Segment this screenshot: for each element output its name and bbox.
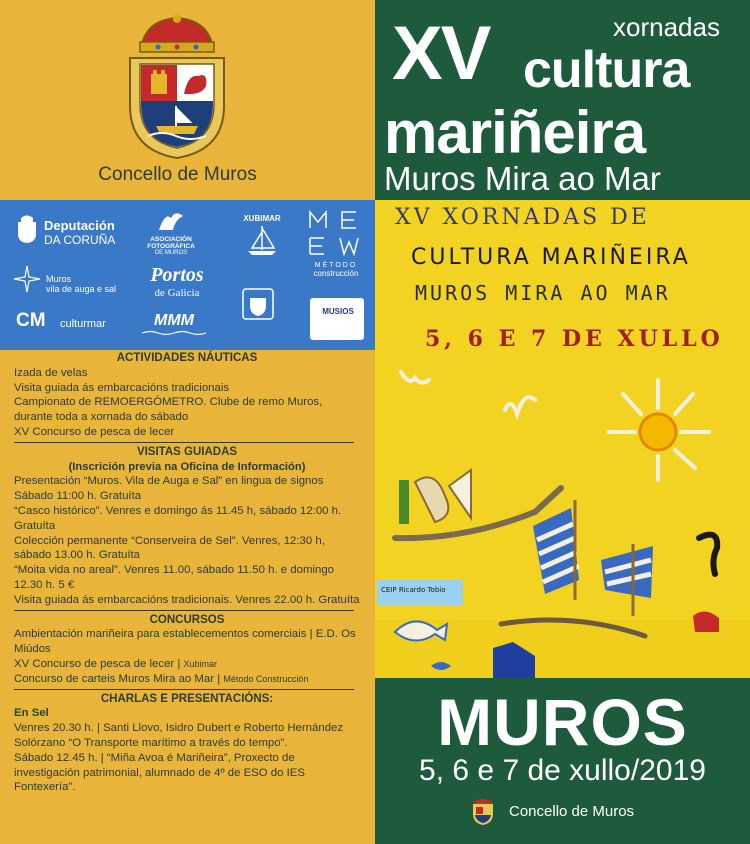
logo-mmm: MMM xyxy=(154,312,194,329)
title-cultura: cultura xyxy=(523,41,690,99)
wave-icon xyxy=(140,330,208,336)
deputacion-region: DA CORUÑA xyxy=(44,233,116,247)
section-title-nauticas: ACTIVIDADES NÁUTICAS xyxy=(116,352,258,364)
portos-name: Portos xyxy=(150,264,204,286)
concurso-text: Concurso de carteis Muros Mira ao Mar | xyxy=(14,672,224,685)
list-item: “Casco histórico”. Venres e domingo ás 11.45 h, sábado 12:00 h. Gratuíta xyxy=(14,504,342,532)
list-item xyxy=(14,657,360,672)
list-item: Visita guiada ás embarcacións tradicionais xyxy=(14,381,230,394)
collage-line-4: 5, 6 E 7 DE XULLO xyxy=(425,326,724,352)
program xyxy=(14,350,360,795)
divider xyxy=(14,689,354,690)
divider xyxy=(14,442,354,443)
poster-artwork xyxy=(375,200,750,678)
title-marineira: mariñeira xyxy=(384,99,646,166)
concurso-sponsor: Xubimar xyxy=(183,658,217,669)
asociacion-name: ASOCIACIÓN FOTOGRÁFICA xyxy=(147,236,195,250)
metodo-m-e-w-icon xyxy=(306,208,364,258)
logo-culturmar: culturmar xyxy=(60,318,106,330)
concurso-sponsor: Método Construcción xyxy=(223,673,309,684)
logo-deputacion xyxy=(44,218,115,247)
divider xyxy=(14,610,354,611)
muros-coat-of-arms-icon xyxy=(118,14,236,160)
concurso-text: XV Concurso de pesca de lecer | xyxy=(14,657,184,670)
list-item: Ambientación mariñeira para establecementos comerciais | E.D. Os Miúdos xyxy=(14,628,356,656)
deputacion-crest-icon xyxy=(16,214,38,244)
crest-area xyxy=(0,0,375,200)
section-title-charlas: CHARLAS E PRESENTACIÓNS: xyxy=(100,692,274,705)
logo-xubimar: XUBIMAR xyxy=(243,214,281,223)
metodo-name: MÉTODO xyxy=(314,262,358,269)
list-item: Presentación “Muros. Vila de Auga e Sal” en lingua de signos Sábado 11:00 h. Gratuíta xyxy=(14,475,324,503)
collage-tag: CEIP Ricardo Tobío xyxy=(381,586,446,594)
section-subtitle-visitas: (Inscrición previa na Oficina de Información) xyxy=(68,460,306,473)
concello-title: Concello de Muros xyxy=(98,164,257,185)
list-item: Colección permanente “Conserveira de Sel”. Venres, 12:30 h, sábado 13.00 h. Gratuíta xyxy=(14,534,325,562)
footer-concello: Concello de Muros xyxy=(509,803,635,820)
sponsor-logos xyxy=(0,200,375,350)
collage-line-3: MUROS MIRA AO MAR xyxy=(415,281,671,305)
deputacion-name: Deputación xyxy=(44,218,115,233)
muros-vila-name: Muros xyxy=(46,274,72,284)
logo-muros-vila xyxy=(46,274,116,294)
list-item: Visita guiada ás embarcacións tradicionais. Venres 22.00 h. Gratuíta xyxy=(14,593,360,606)
collage-line-1: XV XORNADAS DE xyxy=(395,205,650,230)
logo-portos xyxy=(142,264,212,299)
list-item: XV Concurso de pesca de lecer xyxy=(14,425,175,438)
collage-line-2: CULTURA MARIÑEIRA xyxy=(411,245,691,270)
venue-label: En Sel xyxy=(14,707,49,720)
footer-panel xyxy=(375,678,750,844)
title-xornadas: xornadas xyxy=(613,12,720,42)
musios-name: MUSIOS xyxy=(322,307,354,316)
section-title-visitas: VISITAS GUIADAS xyxy=(136,445,238,458)
logo-metodo xyxy=(304,262,368,278)
logo-asociacion-fotografica xyxy=(130,236,212,256)
location-title: MUROS xyxy=(437,685,688,759)
metodo-sub: construcción xyxy=(313,269,359,278)
club-badge-icon xyxy=(240,286,276,322)
logo-cm: CM xyxy=(16,310,46,331)
section-title-concursos: CONCURSOS xyxy=(149,613,225,626)
asociacion-place: DE MUROS xyxy=(154,250,188,256)
sailboat-icon xyxy=(244,224,280,258)
collage-artwork-icon xyxy=(375,200,750,678)
list-item: Izada de velas xyxy=(14,366,88,379)
star-rose-icon xyxy=(12,264,42,294)
logo-musios xyxy=(310,298,364,340)
camera-bird-icon xyxy=(155,210,185,234)
list-item xyxy=(14,672,360,687)
list-item: Campionato de REMOERGÓMETRO. Clube de remo Muros, durante toda a xornada do sábado xyxy=(14,396,323,424)
portos-sub: de Galicia xyxy=(154,287,200,299)
title-muros-mira-ao-mar: Muros Mira ao Mar xyxy=(384,160,661,197)
title-xv: XV xyxy=(392,11,490,96)
list-item: Venres 20.30 h. | Santi Llovo, Isidro Dubert e Roberto Hernández Solórzano “O Transporte marítimo a través do tempo”. xyxy=(14,722,344,749)
event-dates: 5, 6 e 7 de xullo/2019 xyxy=(419,754,706,787)
muros-crest-small-icon xyxy=(471,796,495,826)
list-item: “Moita vida no areal”. Venres 11.00, sábado 11.50 h. e domingo 12.30 h. 5 € xyxy=(14,564,334,591)
muros-vila-sub: vila de auga e sal xyxy=(46,284,117,294)
list-item: Sábado 12.45 h. | “Miña Avoa é Mariñeira”, Proxecto de investigación patrimonial, alumnado de 4º de ESO do IES Fontexería”. xyxy=(14,751,305,794)
